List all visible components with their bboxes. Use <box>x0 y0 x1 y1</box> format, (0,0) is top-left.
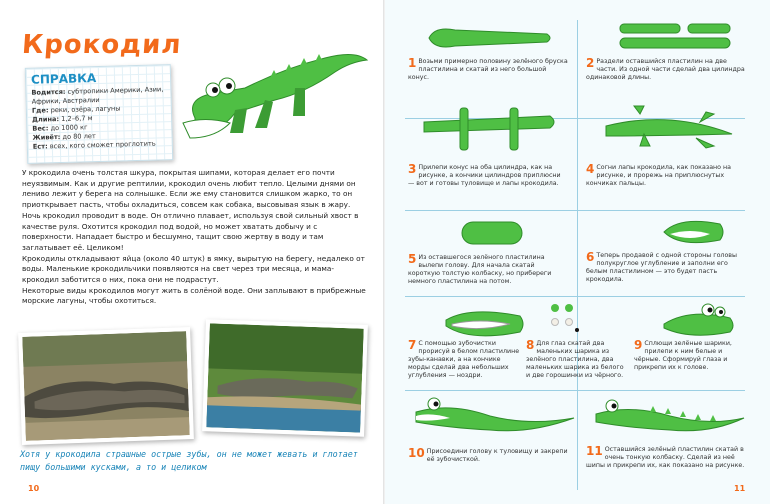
body-paragraph: Крокодилы откладывают яйца (около 40 штук) в ямку, вырытую на берегу, недалеко от воды. Маленькие крокодильчики появляются на свет через три месяца, и мама-крокодил заботится о них, пока они не подрастут. <box>22 253 365 285</box>
instruction-step: 3 Прилепи конус на оба цилиндра, как на рисунке, а кончики цилиндров приплюсни — вот и готовы туловище и лапы крокодила. <box>408 162 561 187</box>
info-card-title: СПРАВКА <box>30 71 97 87</box>
step-7-figure <box>440 302 530 342</box>
info-card <box>25 64 173 164</box>
info-row: Вес: до 1000 кг <box>32 123 88 133</box>
instruction-step: 5 Из оставшегося зелёного пластилина вылепи голову. Для начала скатай короткую толстую колбаску, но прибереги немного пластилина на потом. <box>408 252 552 285</box>
info-row: Длина: 1,2–6,7 м <box>32 114 93 124</box>
page-number-left: 10 <box>28 484 40 493</box>
step-9-figure <box>660 300 740 340</box>
row-divider <box>405 390 745 391</box>
row-divider <box>405 296 745 297</box>
info-row: Где: реки, озёра, лагуны <box>31 104 121 115</box>
step-4-figure <box>600 104 740 164</box>
instruction-step: 1 Возьми примерно половину зелёного бруска пластилина и скатай из него большой конус. <box>408 56 568 81</box>
step-2-figure <box>600 20 740 60</box>
step-8-figure <box>545 300 585 336</box>
crocodile-photo-1 <box>18 327 194 445</box>
step-1-figure <box>425 22 555 54</box>
instruction-step: 6 Теперь продавой с одной стороны головы полукруглое углубление и заполни его белым пластилином — это будет пасть крокодила. <box>586 250 737 283</box>
crocodile-photo-2 <box>202 319 368 437</box>
plasticine-crocodile-illustration <box>175 38 370 158</box>
step-10-figure <box>410 392 580 442</box>
info-row: Живёт: до 80 лет <box>32 132 96 142</box>
instruction-step: 8 Для глаз скатай два маленьких шарика из зелёного пластилина, два маленьких шарика из белого и две горошинки из чёрного. <box>526 338 624 379</box>
step-11-figure <box>590 392 750 442</box>
instruction-step: 7 С помощью зубочистки прорисуй в белом пластилине зубы-канавки, а на кончике морды сделай два небольших углубления — ноздри. <box>408 338 520 379</box>
step-5-figure <box>458 218 528 248</box>
row-divider <box>405 210 745 211</box>
body-paragraph: Некоторые виды крокодилов могут жить в солёной воде. Они заплывают в прибрежные морские лагуны, чтобы охотиться. <box>22 285 366 306</box>
instruction-step: 4 Согни лапы крокодила, как показано на рисунке, и прорежь на приплюснутых кончиках пальцы. <box>586 162 731 187</box>
step-6-figure <box>660 212 730 252</box>
photo-caption: Хотя у крокодила страшные острые зубы, он не может жевать и глотает пищу большими кусками, а то и целиком <box>20 449 358 472</box>
body-text <box>22 168 367 307</box>
info-row: Водится: субтропики Америки, Азии, Африки, Австралии <box>31 85 164 106</box>
info-row: Ест: всех, кого сможет проглотить <box>32 139 156 151</box>
body-paragraph: У крокодила очень толстая шкура, покрытая шипами, которая делает его почти неуязвимым. Как и другие рептилии, крокодил очень любит тепло. Целыми днями он лениво лежит у берега на солнышке. Если же ему становится слишком жарко, то он приоткрывает пасть, чтобы охладиться, совсем как собака, высовывая язык в жару. Ночь крокодил проводит в воде. Он отлично плавает, используя свой сильный хвост в качестве руля. Охотится крокодил под водой, но может хватать добычу и с поверхности. Нападает быстро и бесшумно, тащит свою жертву в воду и там заглатывает её. Целиком! <box>22 168 359 252</box>
instruction-step: 9 Сплющи зелёные шарики, прилепи к ним белые и чёрные. Сформируй глаза и прикрепи их к голове. <box>634 338 732 371</box>
page-title: Крокодил <box>20 30 183 60</box>
page-number-right: 11 <box>734 484 746 493</box>
instruction-step: 10 Присоедини голову к туловищу и закрепи её зубочисткой. <box>408 446 568 463</box>
instruction-step: 11 Оставшийся зелёный пластилин скатай в очень тонкую колбаску. Сделай из неё шипы и прикрепи их, как показано на рисунке. <box>586 444 745 469</box>
step-3-figure <box>420 102 560 162</box>
instruction-step: 2 Раздели оставшийся пластилин на две части. Из одной части сделай два цилиндра одинаковой длины. <box>586 56 745 81</box>
